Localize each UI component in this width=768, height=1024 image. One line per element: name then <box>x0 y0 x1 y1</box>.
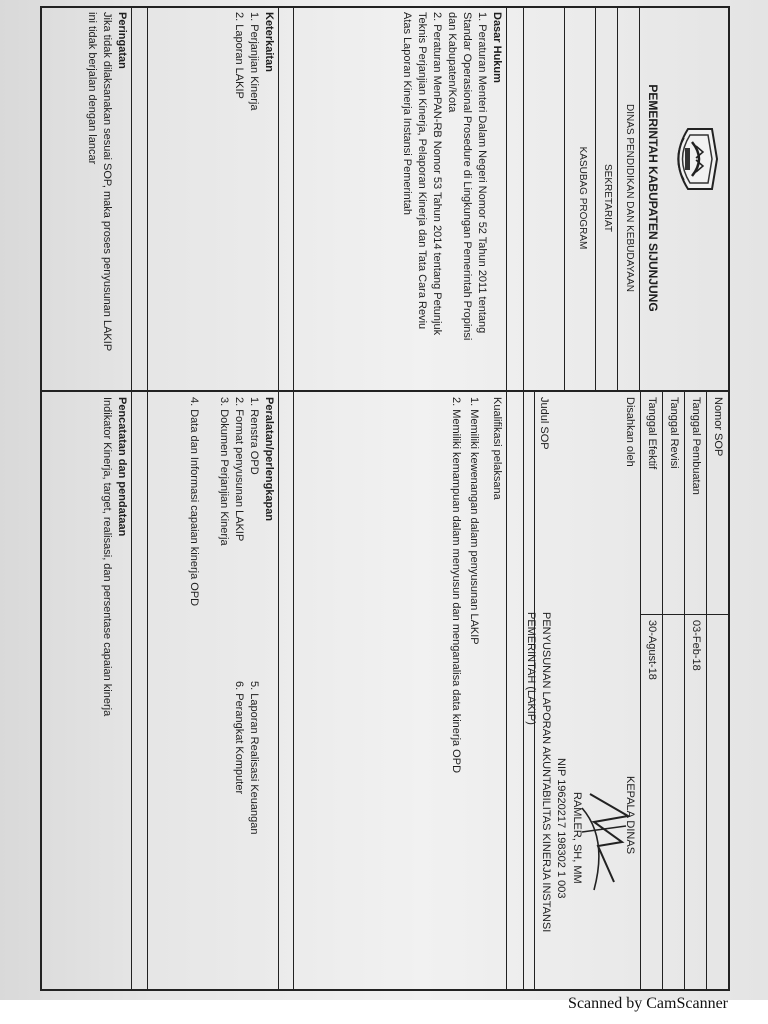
keterkaitan-title: Keterkaitan <box>263 12 275 72</box>
dasar-hukum-line: dan Kabupaten/Kota <box>446 12 458 113</box>
header-row-line <box>617 6 618 390</box>
meta-row-line <box>662 390 663 991</box>
column-divider <box>40 390 730 392</box>
peralatan-line: 3. Dokumen Perjanjian Kinerja <box>218 397 230 546</box>
meta-row-line <box>640 390 641 991</box>
keterkaitan-line: 1. Perjanjian Kinerja <box>248 12 260 111</box>
row-line <box>278 6 279 991</box>
meta-value-efektif: 30-Agust-18 <box>646 620 658 680</box>
row-line <box>293 6 294 991</box>
row-line <box>506 6 507 991</box>
meta-label-disahkan: Disahkan oleh <box>624 397 636 467</box>
row-line <box>131 6 132 991</box>
border-bottom <box>41 6 43 991</box>
sop-document <box>40 6 730 991</box>
approver-nip: NIP 19620217 198302 1 003 <box>555 758 567 899</box>
keterkaitan-line: 2. Laporan LAKIP <box>233 12 245 99</box>
border-top <box>729 6 731 991</box>
dasar-hukum-line: 2. Peraturan MenPAN-RB Nomor 53 Tahun 2014 tentang Petunjuk <box>431 12 443 336</box>
peralatan-line: 2. Format penyusunan LAKIP <box>233 397 245 542</box>
row-line <box>523 6 524 991</box>
dinas-name: DINAS PENDIDIKAN DAN KEBUDAYAAN <box>624 103 635 292</box>
peringatan-line: Jika tidak dilaksanakan sesuai SOP, maka proses penyusunan LAKIP <box>101 12 113 352</box>
meta-value-divider <box>641 614 730 615</box>
peralatan-line: 4. Data dan Informasi capaian kinerja OPD <box>188 397 200 607</box>
kualifikasi-line: 1. Memiliki kewenangan dalam penyusunan LAKIP <box>468 397 480 645</box>
meta-label-efektif: Tanggal Efektif <box>646 397 658 470</box>
unit-name: SEKRETARIAT <box>602 164 613 232</box>
peralatan-line-right: 5. Laporan Realisasi Keuangan <box>248 681 260 835</box>
meta-value-pembuatan: 03-Feb-18 <box>690 620 702 671</box>
meta-label-nomor: Nomor SOP <box>712 397 724 457</box>
peralatan-title: Peralatan/perlengkapan <box>263 397 275 522</box>
pencatatan-line: Indikator Kinerja, target, realisasi, dan persentase capaian kinerja <box>101 397 113 717</box>
judul-line-2: PEMERINTAH (LAKIP) <box>525 612 537 725</box>
gov-name: PEMERINTAH KABUPATEN SIJUNJUNG <box>646 84 660 312</box>
dasar-hukum-title: Dasar Hukum <box>491 12 503 83</box>
approver-name: RAMLER, SH, MM <box>571 792 583 884</box>
meta-label-pembuatan: Tanggal Pembuatan <box>690 397 702 495</box>
handwritten-signature <box>574 786 634 896</box>
judul-label: Judul SOP <box>538 397 550 450</box>
header-row-line <box>595 6 596 390</box>
kualifikasi-line: 2. Memiliki kemampuan dalam menyusun dan menganalisa data kinerja OPD <box>450 397 462 774</box>
peralatan-line-right: 6. Perangkat Komputer <box>233 681 245 795</box>
scanner-watermark: Scanned by CamScanner <box>568 995 728 1012</box>
peralatan-line: 1. Renstra OPD <box>248 397 260 475</box>
row-line <box>147 6 148 991</box>
header-row-line <box>639 6 640 390</box>
regency-emblem-logo <box>668 124 718 194</box>
meta-row-line <box>684 390 685 991</box>
border-right <box>40 989 730 991</box>
sub-unit-name: KASUBAG PROGRAM <box>577 146 588 250</box>
peringatan-title: Peringatan <box>116 12 128 69</box>
dasar-hukum-line: 1. Peraturan Menteri Dalam Negeri Nomor 52 Tahun 2011 tentang <box>476 12 488 334</box>
header-row-line <box>564 6 565 390</box>
approval-title: KEPALA DINAS <box>624 776 636 855</box>
peringatan-line: ini tidak berjalan dengan lancar <box>86 12 98 165</box>
dasar-hukum-line: Teknis Perjanjian Kinerja, Pelaporan Kinerja dan Tata Cara Reviu <box>416 12 428 330</box>
dasar-hukum-line: Standar Operasional Prosedure di Lingkungan Pemerintah Propinsi <box>461 12 473 341</box>
meta-row-line <box>706 390 707 991</box>
kualifikasi-title: Kualifikasi pelaksana <box>491 397 503 500</box>
pencatatan-title: Pencatatan dan pendataan <box>116 397 128 537</box>
dasar-hukum-line: Atas Laporan Kinerja Instansi Pemerintah <box>401 12 413 216</box>
meta-label-revisi: Tanggal Revisi <box>668 397 680 469</box>
judul-line-1: PENYUSUNAN LAPORAN AKUNTABILITAS KINERJA INSTANSI <box>540 612 552 933</box>
